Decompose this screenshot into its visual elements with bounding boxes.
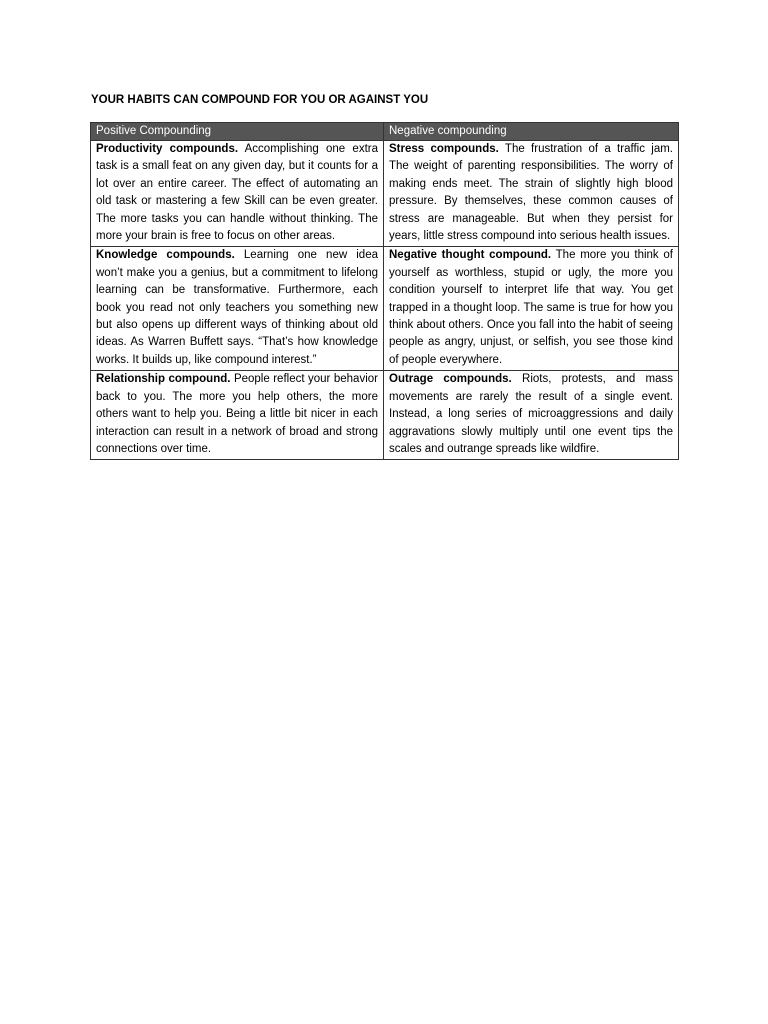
cell-stress-compounds — [384, 141, 679, 247]
table-header-row — [91, 123, 679, 141]
cell-text: The more you think of yourself as worthless, stupid or ugly, the more you condition yourself to interpret life that way. You get trapped in a thought loop. The same is true for how you think about others. Once you fall into the habit of seeing people as angry, unjust, or selfish, you see those kind of people everywhere. — [389, 249, 673, 366]
cell-lead: Stress compounds. — [389, 143, 499, 155]
document-title: YOUR HABITS CAN COMPOUND FOR YOU OR AGAINST YOU — [91, 94, 429, 106]
table-row — [91, 141, 679, 247]
cell-lead: Productivity compounds. — [96, 143, 239, 155]
header-negative-compounding: Negative compounding — [384, 123, 679, 141]
cell-knowledge-compounds — [91, 247, 384, 371]
cell-outrage-compounds — [384, 371, 679, 460]
cell-lead: Relationship compound. — [96, 373, 231, 386]
cell-text: The frustration of a traffic jam. The weight of parenting responsibilities. The worry of making ends meet. The strain of slightly high blood pressure. By themselves, these common causes of stress are manageable. But when they persist for years, little stress compound into serious health issues. — [389, 143, 673, 243]
cell-negative-thought-compound — [384, 247, 679, 371]
header-positive-compounding: Positive Compounding — [91, 123, 384, 141]
cell-lead: Negative thought compound. — [389, 249, 552, 262]
cell-text: Learning one new idea won’t make you a genius, but a commitment to lifelong learning can be transformative. Furthermore, each book you read not only teachers you something new but also opens up different ways of thinking about old ideas. As Warren Buffett says. “That’s how knowledge works. It builds up, like compound interest.” — [96, 249, 378, 366]
table-row — [91, 371, 679, 460]
cell-lead: Knowledge compounds. — [96, 249, 235, 262]
cell-text: Riots, protests, and mass movements are rarely the result of a single event. Instead, a long series of microaggressions and daily aggravations slowly multiply until one event tips the scales and outrange spreads like wildfire. — [389, 373, 673, 455]
cell-productivity-compounds — [91, 141, 384, 247]
habits-table — [90, 122, 679, 460]
cell-lead: Outrage compounds. — [389, 373, 512, 386]
table-row — [91, 247, 679, 371]
cell-text: Accomplishing one extra task is a small feat on any given day, but it counts for a lot over an entire career. The effect of automating an old task or mastering a few Skill can be even greater. The more tasks you can handle without thinking. The more your brain is free to focus on other areas. — [96, 143, 378, 243]
cell-text: People reflect your behavior back to you. The more you help others, the more others want to help you. Being a little bit nicer in each interaction can result in a network of broad and strong connections over time. — [96, 373, 378, 455]
cell-relationship-compound — [91, 371, 384, 460]
